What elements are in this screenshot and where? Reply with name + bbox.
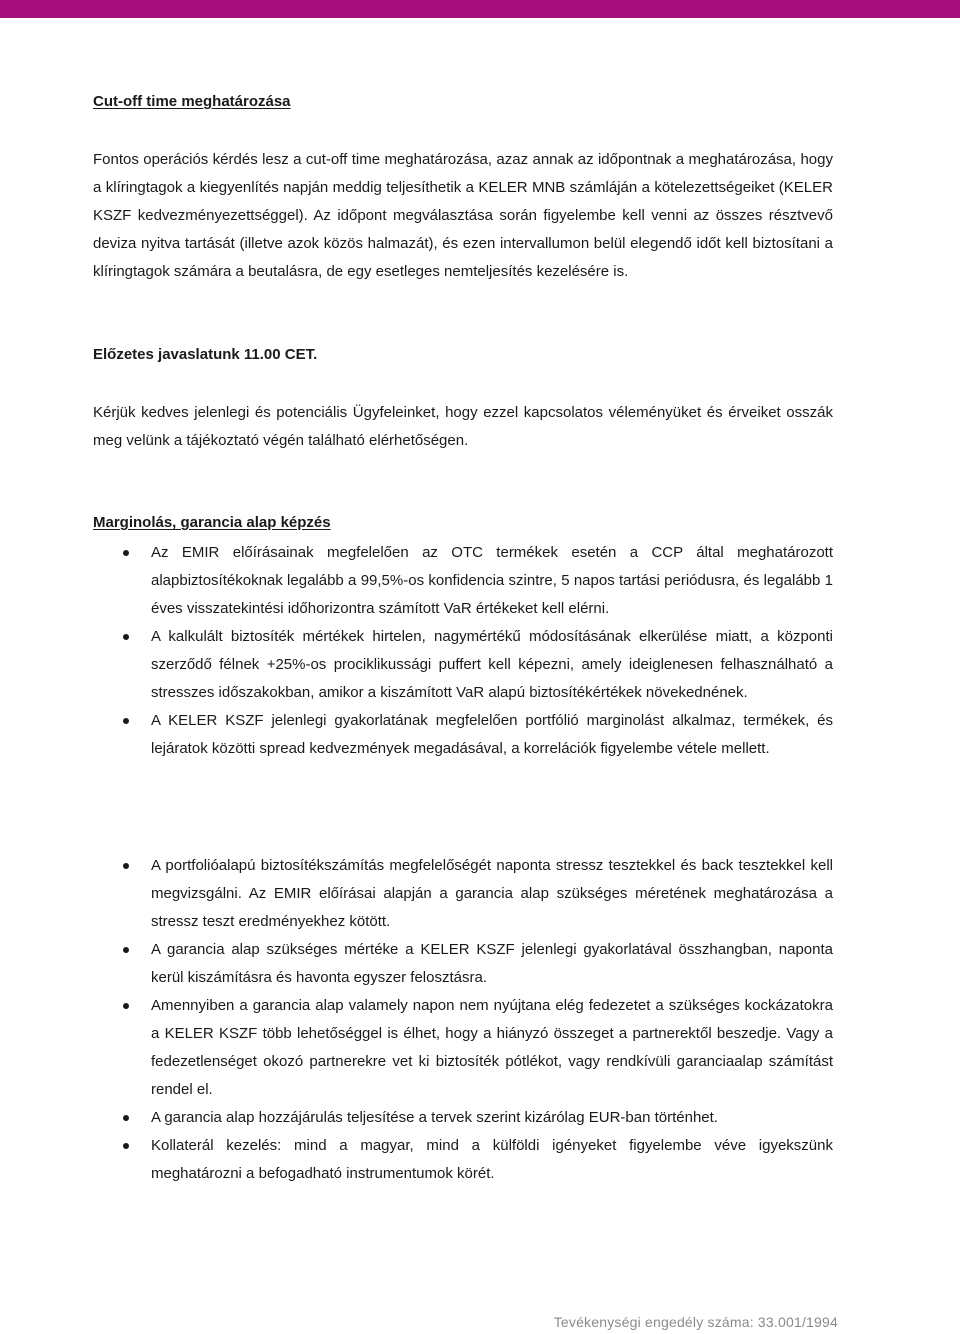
section-title-margining: Marginolás, garancia alap képzés xyxy=(93,514,331,531)
section-title-cutoff: Cut-off time meghatározása xyxy=(93,93,291,110)
list-item xyxy=(93,1132,833,1188)
bullet-list-2 xyxy=(93,852,833,1188)
list-item-text: A portfolióalapú biztosítékszámítás megfelelőségét naponta stressz tesztekkel és back tesztekkel kell megvizsgálni. Az EMIR előírásai alapján a garancia alap szükséges méretének meghatározása a stressz teszt eredményekhez kötött. xyxy=(151,857,833,930)
list-item-text: Kollaterál kezelés: mind a magyar, mind a külföldi igényeket figyelembe véve igyekszünk meghatározni a befogadható instrumentumok körét. xyxy=(151,1137,833,1182)
bullet-icon xyxy=(123,550,129,556)
proposal-text: Előzetes javaslatunk 11.00 CET. xyxy=(93,346,318,363)
bullet-icon xyxy=(123,1143,129,1149)
bullet-icon xyxy=(123,634,129,640)
list-item xyxy=(93,852,833,936)
list-item xyxy=(93,992,833,1104)
bullet-icon xyxy=(123,947,129,953)
list-item-text: A kalkulált biztosíték mértékek hirtelen, nagymértékű módosításának elkerülése miatt, a központi szerződő félnek +25%-os prociklikussági puffert kell képezni, amely ideiglenesen felhasználható a stresszes időszakokban, amikor a kiszámított VaR alapú biztosítékértékek növekednének. xyxy=(151,628,833,701)
list-item-text: Az EMIR előírásainak megfelelően az OTC termékek esetén a CCP által meghatározott alapbiztosítékoknak legalább a 99,5%-os konfidencia szintre, 5 napos tartási periódusra, és legalább 1 éves visszatekintési időhorizontra számított VaR értékeket kell elérni. xyxy=(151,544,833,617)
list-item xyxy=(93,936,833,992)
feedback-paragraph: Kérjük kedves jelenlegi és potenciális Ügyfeleinket, hogy ezzel kapcsolatos véleményüket és érveiket osszák meg velünk a tájékoztató végén található elérhetőségen. xyxy=(93,404,833,449)
list-item-text: Amennyiben a garancia alap valamely napon nem nyújtana elég fedezetet a szükséges kockázatokra a KELER KSZF több lehetőséggel is élhet, hogy a hiányzó összeget a partnerektől beszedje. Vagy a fedezetlenséget okozó partnerekre vet ki biztosíték pótlékot, vagy rendkívüli garanciaalap számítást rendel el. xyxy=(151,997,833,1098)
cutoff-paragraph: Fontos operációs kérdés lesz a cut-off time meghatározása, azaz annak az időpontnak a meghatározása, hogy a klíringtagok a kiegyenlítés napján meddig teljesíthetik a KELER MNB számláján a kötelezettségeiket (KELER KSZF kedvezményezettséggel). Az időpont megválasztása során figyelembe kell venni az összes résztvevő deviza nyitva tartását (illetve azok közös halmazát), és ezen intervallumon belül elegendő időt kell biztosítani a klíringtagok számára a beutalásra, de egy esetleges nemteljesítés kezelésére is. xyxy=(93,151,833,280)
list-item xyxy=(93,623,833,707)
bullet-icon xyxy=(123,718,129,724)
list-item xyxy=(93,539,833,623)
footer-license-number: Tevékenységi engedély száma: 33.001/1994 xyxy=(553,1314,838,1330)
list-item xyxy=(93,1104,833,1132)
list-item-text: A KELER KSZF jelenlegi gyakorlatának megfelelően portfólió marginolást alkalmaz, termékek, és lejáratok közötti spread kedvezmények megadásával, a korrelációk figyelembe vétele mellett. xyxy=(151,712,833,757)
list-item-text: A garancia alap szükséges mértéke a KELER KSZF jelenlegi gyakorlatával összhangban, naponta kerül kiszámításra és havonta egyszer felosztásra. xyxy=(151,941,833,986)
bullet-icon xyxy=(123,1115,129,1121)
bullet-list-1 xyxy=(93,539,833,763)
bullet-icon xyxy=(123,1003,129,1009)
brand-top-bar xyxy=(0,0,960,18)
bullet-icon xyxy=(123,863,129,869)
list-item-text: A garancia alap hozzájárulás teljesítése a tervek szerint kizárólag EUR-ban történhet. xyxy=(151,1109,718,1126)
list-item xyxy=(93,707,833,763)
